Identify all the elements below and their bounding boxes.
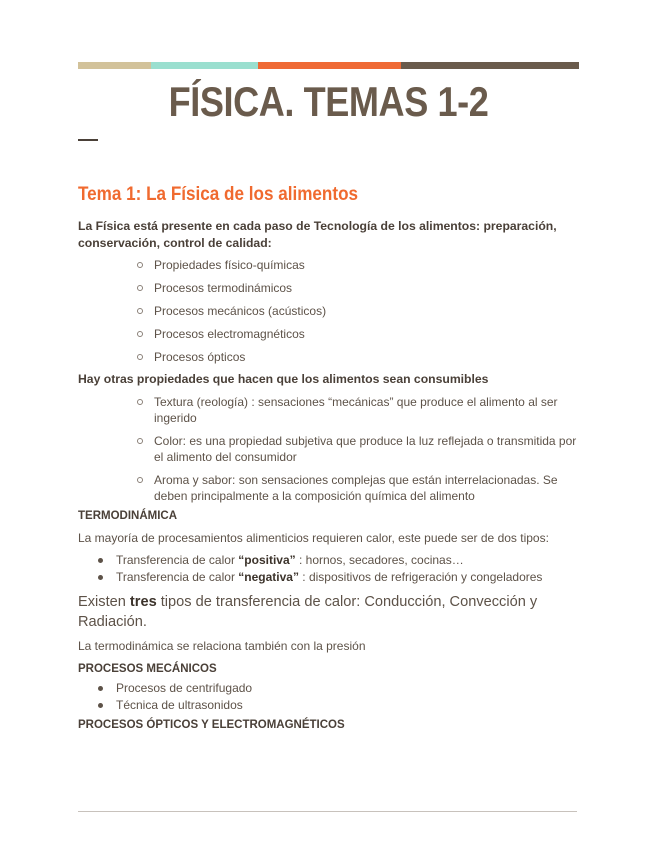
list-item: Técnica de ultrasonidos [78,697,578,714]
tema1-list [78,257,578,365]
list-item: Textura (reología) : sensaciones “mecánicas” que produce el alimento al ser ingerido [78,394,578,426]
list-item [78,552,578,569]
item-text: : hornos, secadores, cocinas… [295,553,464,567]
page-title: FÍSICA. TEMAS 1-2 [168,78,489,125]
transferencia-text [78,592,578,632]
list-item: Aroma y sabor: son sensaciones complejas que están interrelacionadas. Se deben principalmente a la composición química del alimento [78,472,578,504]
list-item: Procesos ópticos [78,349,578,365]
color-bar-segment [78,62,151,69]
list-item: Procesos termodinámicos [78,280,578,296]
otras-list [78,394,578,504]
section-heading-termodinamica: TERMODINÁMICA [78,510,178,522]
presion-text: La termodinámica se relaciona también con la presión [78,639,366,653]
footer-divider [78,811,577,812]
text-segment: Existen [78,594,130,610]
text-segment: tipos de transferencia de calor: Conducción, Convección y Radiación. [78,594,538,630]
item-bold: “negativa” [238,570,299,584]
color-bar-segment [151,62,258,69]
termo-list [78,552,578,586]
list-item: Propiedades físico-químicas [78,257,578,273]
item-text: Transferencia de calor [116,570,239,584]
item-bold: “positiva” [238,553,296,567]
color-bar-segment [258,62,401,69]
document-body [78,184,578,731]
list-item: Procesos de centrifugado [78,680,578,697]
section-heading-opticos: PROCESOS ÓPTICOS Y ELECTROMAGNÉTICOS [78,719,345,731]
list-item: Color: es una propiedad subjetiva que produce la luz reflejada o transmitida por el alimento del consumidor [78,433,578,465]
tema1-intro: La Física está presente en cada paso de Tecnología de los alimentos: preparación, conservación, control de calidad: [78,219,557,250]
color-bar-segment [401,62,579,69]
list-item: Procesos electromagnéticos [78,326,578,342]
item-text: : dispositivos de refrigeración y congeladores [298,570,543,584]
section-heading-mecanicos: PROCESOS MECÁNICOS [78,663,217,675]
section-heading-tema1: Tema 1: La Física de los alimentos [78,184,359,205]
list-item [78,569,578,586]
mecanicos-list [78,680,578,714]
otras-propiedades-heading: Hay otras propiedades que hacen que los alimentos sean consumibles [78,372,489,386]
text-bold: tres [129,594,157,610]
list-item: Procesos mecánicos (acústicos) [78,303,578,319]
header-color-bar [78,62,579,69]
item-text: Transferencia de calor [116,553,239,567]
termo-text: La mayoría de procesamientos alimenticios requieren calor, este puede ser de dos tipos: [78,531,549,545]
title-dash [78,139,98,141]
